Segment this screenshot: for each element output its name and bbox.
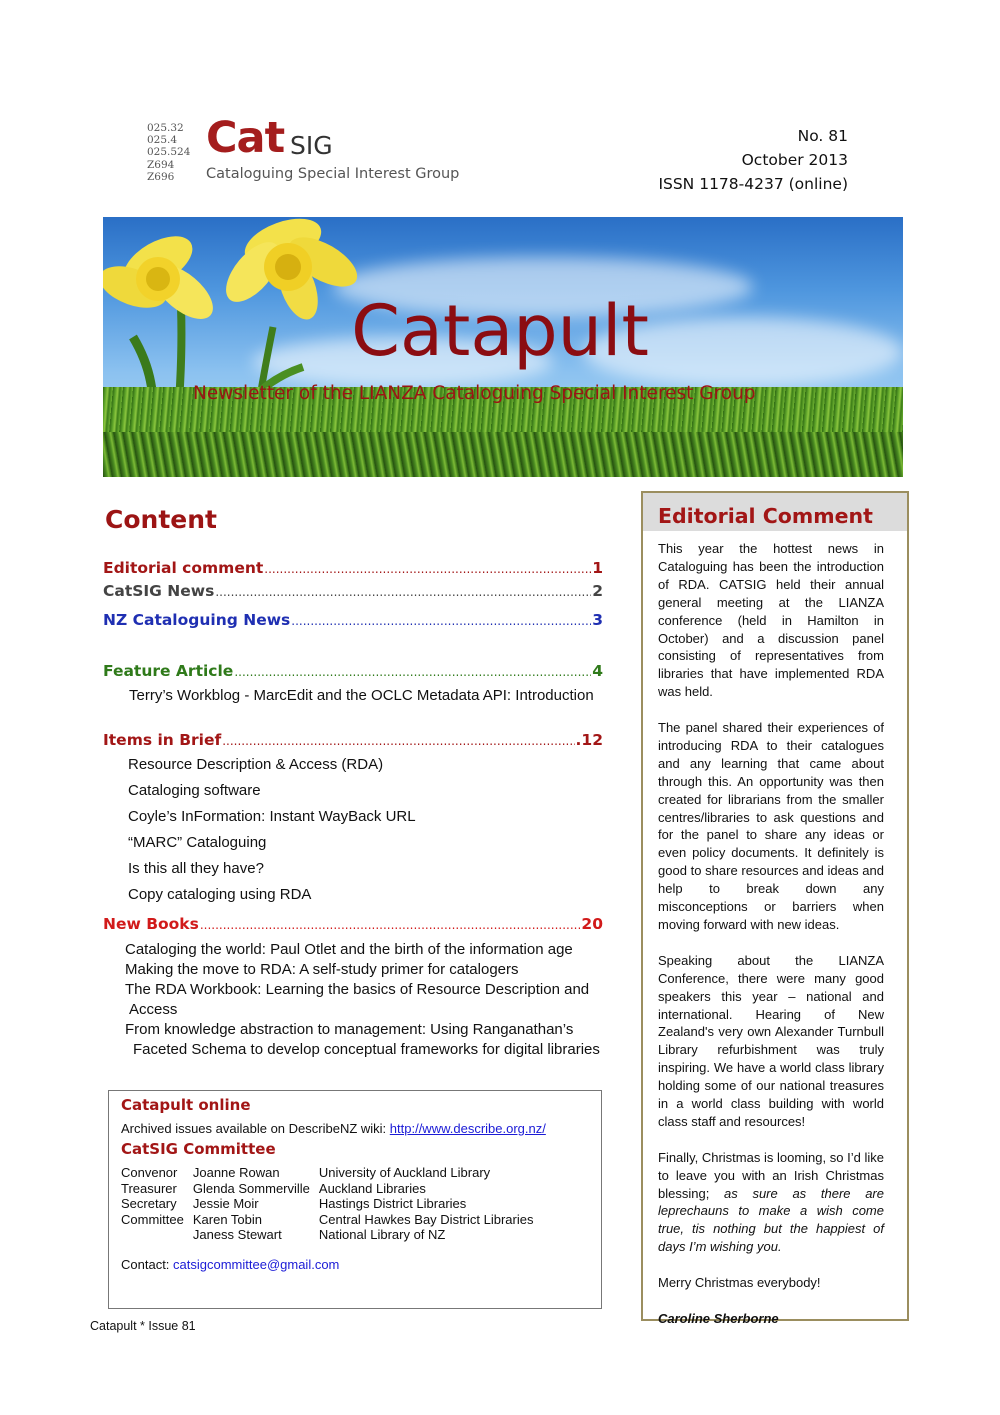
committee-row	[121, 1212, 542, 1228]
editorial-paragraph: Speaking about the LIANZA Conference, there were many good speakers this year – national and international. Hearing of New Zealand's very own Alexander Turnbull Library refurbishment was truly inspiring. We have a world class library holding some of our national treasures in a world class building with world class staff and resources!	[658, 952, 884, 1129]
toc-brief-item: Cataloging software	[128, 782, 261, 799]
toc-brief-item: “MARC” Cataloguing	[128, 834, 267, 851]
editorial-blessing: as sure as there are leprechauns to make a wish come true, tis nothing but the happiest of days I’m wishing you.	[658, 1185, 884, 1255]
editorial-heading: Editorial Comment	[658, 504, 873, 528]
committee-row	[121, 1165, 542, 1181]
toc-book-item: From knowledge abstraction to management: Using Ranganathan’s	[125, 1021, 574, 1038]
toc-book-item: The RDA Workbook: Learning the basics of Resource Description and	[125, 981, 590, 998]
committee-library: Auckland Libraries	[318, 1180, 426, 1196]
committee-role: Secretary	[121, 1196, 177, 1211]
committee-member: Karen Tobin	[192, 1211, 263, 1227]
archived-label: Archived issues available on DescribeNZ wiki:	[121, 1121, 390, 1136]
toc-label: CatSIG News	[103, 582, 215, 600]
committee-member: Janess Stewart	[192, 1227, 282, 1242]
toc-label: New Books	[103, 915, 199, 933]
logo-code: 025.32	[147, 122, 184, 134]
editorial-signature: Caroline Sherborne	[658, 1310, 779, 1326]
toc-label: Feature Article	[103, 662, 234, 680]
committee-role: Treasurer	[121, 1180, 177, 1196]
toc-book-item: Cataloging the world: Paul Otlet and the birth of the information age	[125, 941, 573, 958]
editorial-paragraph: Merry Christmas everybody!	[658, 1275, 821, 1291]
toc-book-item: Faceted Schema to develop conceptual frameworks for digital libraries	[133, 1041, 600, 1058]
toc-page: 2	[592, 582, 603, 600]
describenz-link[interactable]: http://www.describe.org.nz/	[389, 1121, 546, 1136]
catapult-online-heading: Catapult online	[121, 1096, 251, 1114]
toc-label: Items in Brief	[103, 731, 222, 749]
editorial-text: Finally, Christmas is looming, so I’d like to leave you with an Irish Christmas blessing;	[658, 1149, 884, 1201]
toc-items-in-brief[interactable]	[103, 731, 603, 749]
contact-label: Contact:	[121, 1257, 174, 1272]
committee-row	[121, 1196, 542, 1212]
logo-sig: SIG	[290, 131, 333, 160]
toc-brief-item: Is this all they have?	[128, 860, 264, 877]
logo-dewey-codes	[147, 122, 190, 183]
toc-brief-item: Resource Description & Access (RDA)	[128, 756, 384, 773]
logo-subtitle: Cataloguing Special Interest Group	[206, 166, 460, 182]
page-footer: Catapult * Issue 81	[90, 1319, 196, 1333]
issue-issn: ISSN 1178-4237 (online)	[658, 175, 848, 193]
toc-page: 3	[592, 611, 603, 629]
logo-code: 025.4	[147, 134, 178, 147]
toc-page: 20	[581, 915, 603, 933]
committee-role	[121, 1227, 193, 1243]
toc-label: NZ Cataloguing News	[103, 611, 291, 629]
committee-role: Convenor	[121, 1165, 178, 1180]
contact-text	[121, 1257, 339, 1272]
toc-new-books[interactable]	[103, 915, 603, 933]
toc-book-item: Access	[129, 1001, 178, 1018]
logo-cat: Cat	[206, 113, 285, 163]
archived-issues-text	[121, 1121, 546, 1136]
logo-code: Z694	[147, 158, 175, 171]
committee-library: National Library of NZ	[318, 1227, 446, 1242]
toc-catsig-news[interactable]	[103, 582, 603, 600]
issue-number: No. 81	[797, 127, 848, 145]
contents-heading: Content	[105, 505, 217, 534]
committee-role: Committee	[121, 1211, 184, 1227]
committee-row	[121, 1227, 542, 1243]
committee-member: Glenda Sommerville	[192, 1180, 310, 1196]
committee-member: Jessie Moir	[192, 1196, 259, 1211]
committee-member: Joanne Rowan	[192, 1165, 280, 1180]
editorial-paragraph	[658, 1149, 884, 1256]
issue-date: October 2013	[741, 151, 848, 169]
editorial-body	[658, 540, 884, 1346]
toc-page: 4	[592, 662, 603, 680]
toc-page: .12	[575, 731, 603, 749]
toc-feature-article[interactable]	[103, 662, 603, 680]
toc-feature-item: Terry’s Workblog - MarcEdit and the OCLC Metadata API: Introduction	[129, 687, 594, 704]
committee-library: University of Auckland Library	[318, 1165, 491, 1180]
toc-nz-news[interactable]	[103, 611, 603, 629]
committee-library: Central Hawkes Bay District Libraries	[318, 1211, 534, 1227]
logo-code: 025.524	[147, 146, 191, 159]
contact-email-link[interactable]: catsigcommittee@gmail.com	[173, 1257, 340, 1272]
toc-brief-item: Coyle’s InFormation: Instant WayBack URL	[128, 808, 416, 825]
committee-table	[121, 1165, 542, 1243]
editorial-paragraph: The panel shared their experiences of introducing RDA to their catalogues and any learning that came about through this. An opportunity was then created for librarians from the smaller centres/libraries to ask questions and for the panel to share any ideas or even policy documents. It definitely is good to share resources and ideas and help to break down any misconceptions or barriers when moving forward with new ideas.	[658, 720, 884, 933]
toc-page: 1	[592, 559, 603, 577]
editorial-paragraph: This year the hottest news in Cataloguing has been the introduction of RDA. CATSIG held their annual general meeting at the LIANZA conference (held in Hamilton in October) and a discussion panel consisting of representatives from libraries that have implemented RDA was held.	[658, 541, 884, 700]
toc-label: Editorial comment	[103, 559, 264, 577]
toc-brief-item: Copy cataloging using RDA	[128, 886, 312, 903]
newsletter-subtitle: Newsletter of the LIANZA Cataloguing Special Interest Group	[193, 383, 756, 404]
logo-code: Z696	[147, 170, 175, 183]
committee-heading: CatSIG Committee	[121, 1140, 276, 1158]
committee-row	[121, 1181, 542, 1197]
issue-info	[658, 124, 848, 196]
toc-editorial[interactable]	[103, 559, 603, 577]
newsletter-title: Catapult	[351, 290, 649, 372]
committee-library: Hastings District Libraries	[318, 1196, 467, 1211]
toc-book-item: Making the move to RDA: A self-study primer for catalogers	[125, 961, 519, 978]
